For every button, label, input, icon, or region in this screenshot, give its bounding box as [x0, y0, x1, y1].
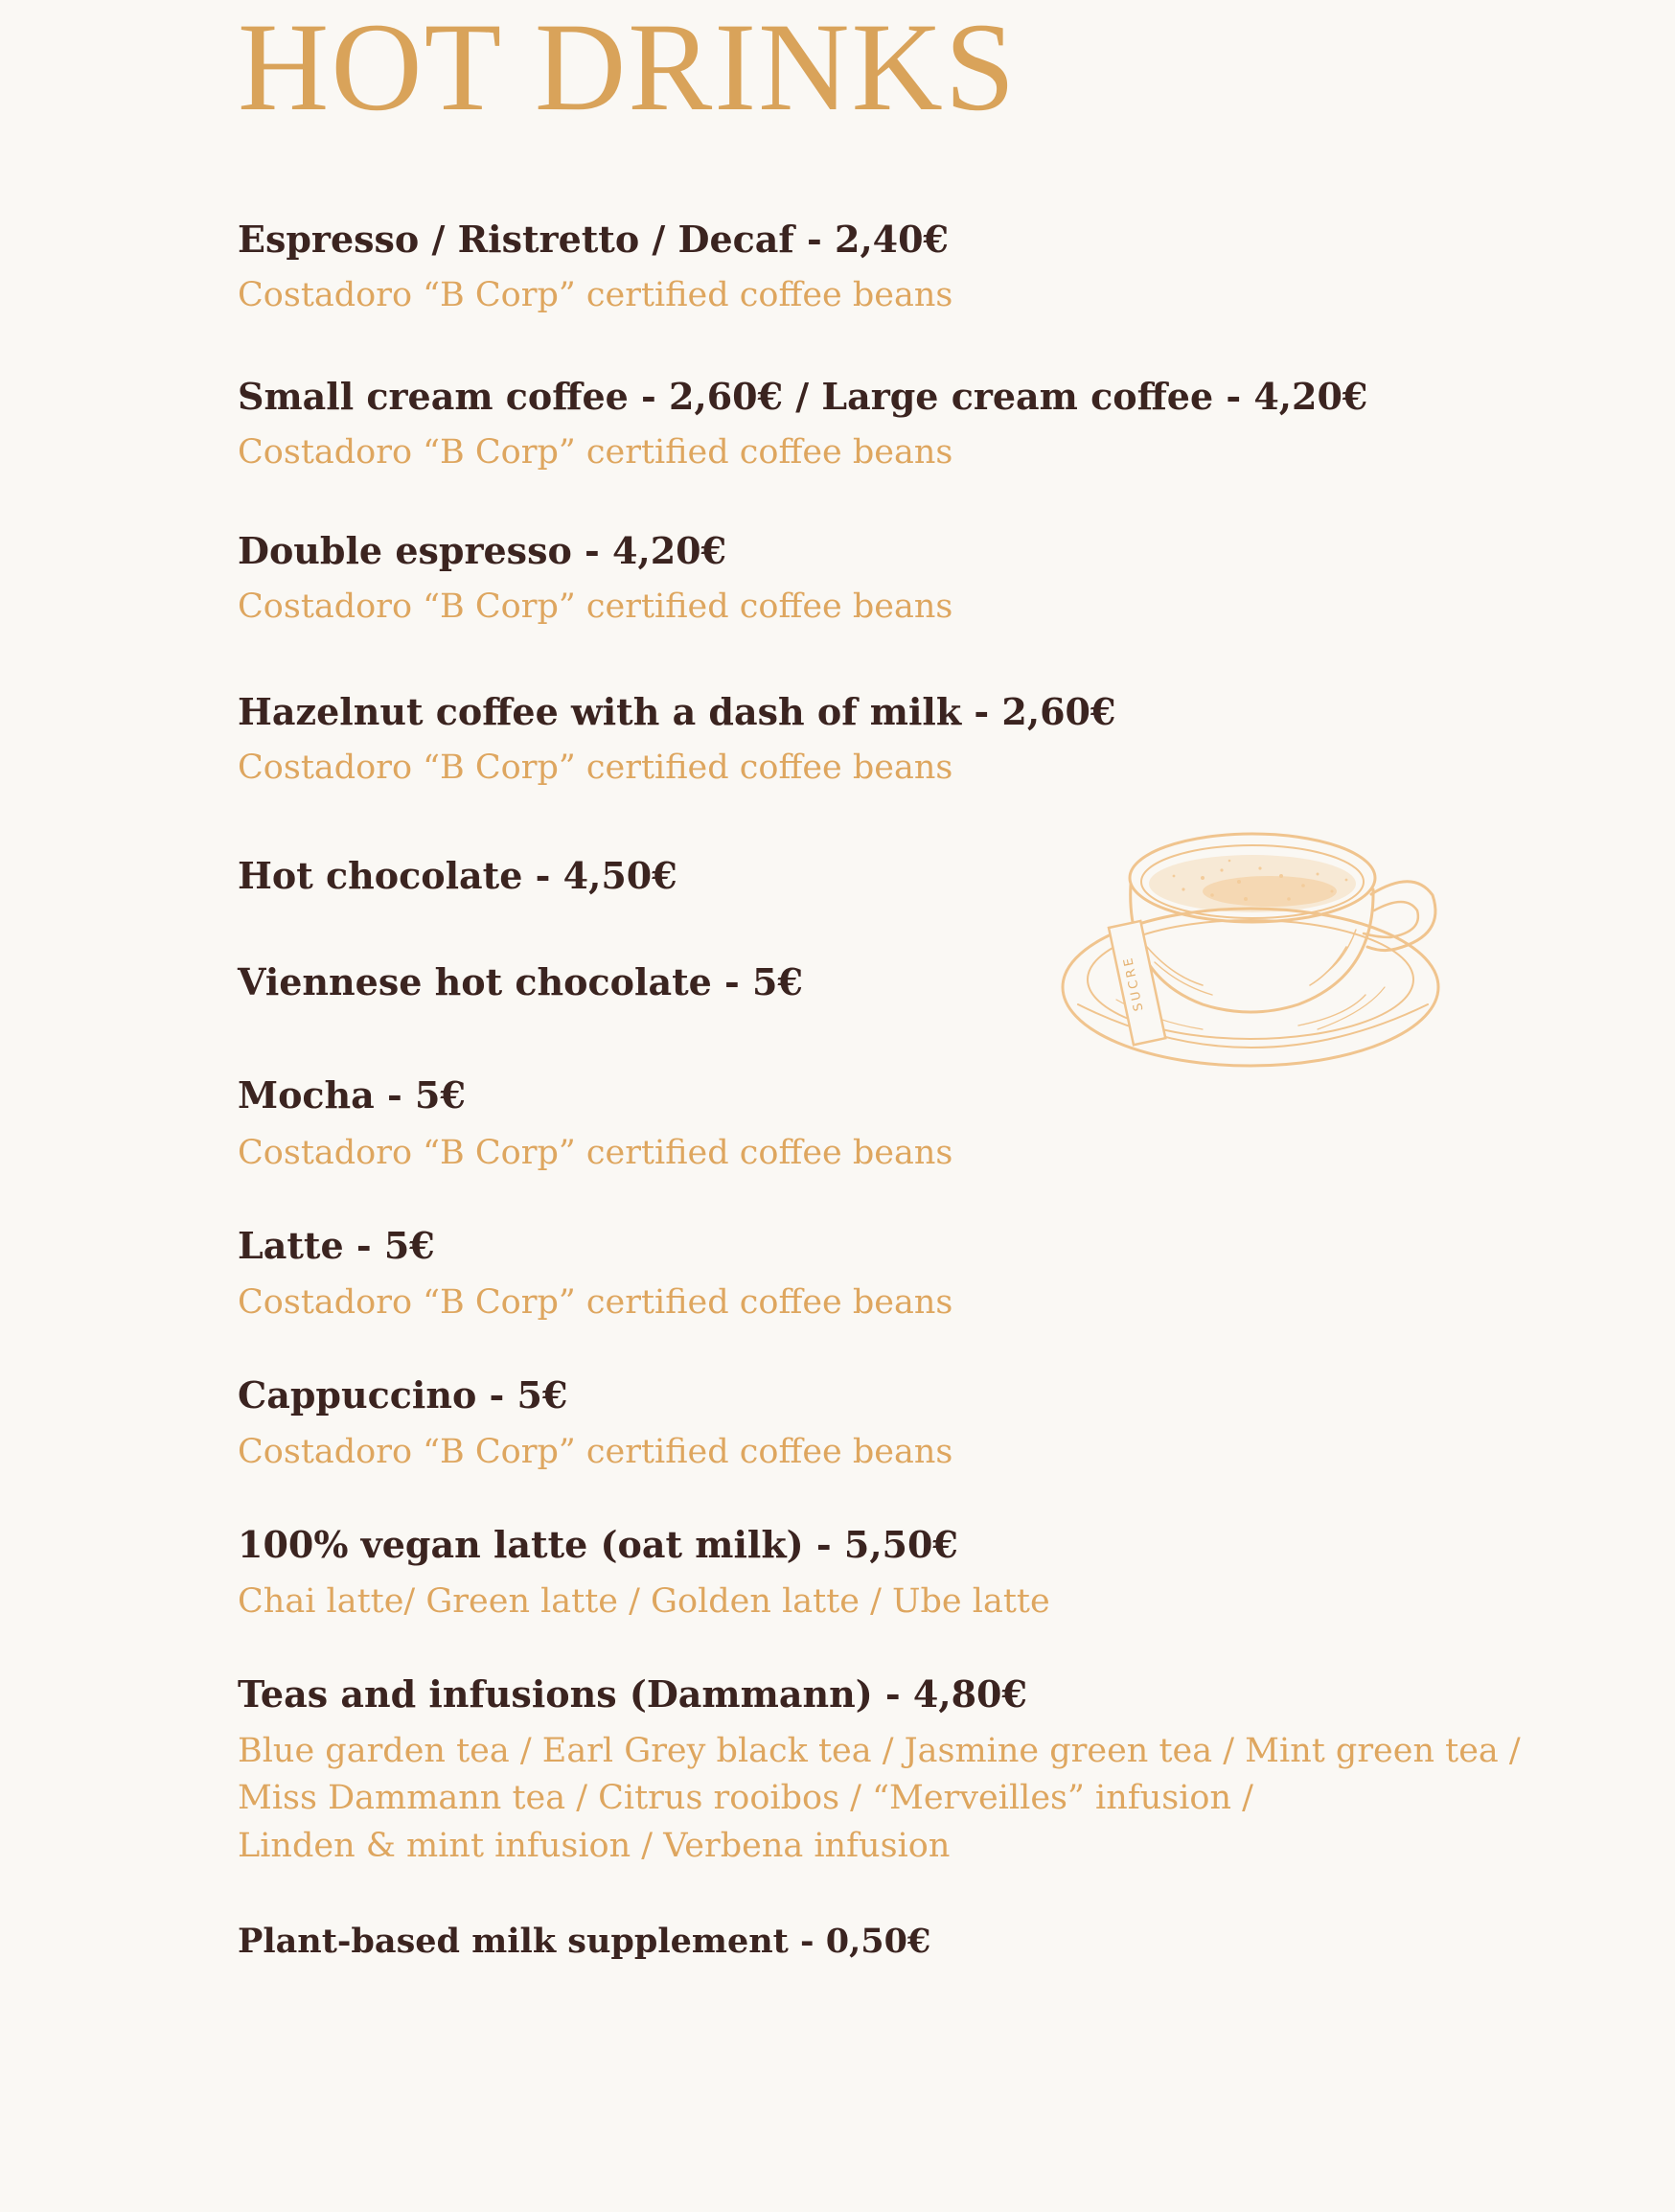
menu-item-description: Costadoro “B Corp” certified coffee beans	[238, 1433, 953, 1471]
menu-item-name: Latte - 5€	[238, 1224, 435, 1267]
menu-item-description: Costadoro “B Corp” certified coffee beans	[238, 749, 953, 787]
menu-item-name: Small cream coffee - 2,60€ / Large cream coffee - 4,20€	[238, 375, 1368, 418]
menu-item-description: Costadoro “B Corp” certified coffee beans	[238, 588, 953, 626]
sugar-label: SUCRE	[1120, 954, 1147, 1013]
coffee-cup-icon	[1059, 803, 1452, 1081]
menu-item-description: Miss Dammann tea / Citrus rooibos / “Merveilles” infusion /	[238, 1779, 1253, 1817]
menu-item-description: Linden & mint infusion / Verbena infusion	[238, 1827, 951, 1865]
menu-item-name: Hot chocolate - 4,50€	[238, 854, 677, 897]
menu-item-description: Chai latte/ Green latte / Golden latte / Ube latte	[238, 1582, 1050, 1621]
menu-item-name: Espresso / Ristretto / Decaf - 2,40€	[238, 218, 950, 261]
menu-item-name: Teas and infusions (Dammann) - 4,80€	[238, 1672, 1027, 1716]
menu-item-name: Viennese hot chocolate - 5€	[238, 960, 803, 1003]
menu-item-description: Costadoro “B Corp” certified coffee beans	[238, 1134, 953, 1172]
menu-item-name: Mocha - 5€	[238, 1073, 466, 1117]
menu-item-description: Costadoro “B Corp” certified coffee beans	[238, 1283, 953, 1322]
menu-item-name: 100% vegan latte (oat milk) - 5,50€	[238, 1523, 958, 1566]
menu-item-name: Double espresso - 4,20€	[238, 529, 727, 572]
menu-item-name: Plant-based milk supplement - 0,50€	[238, 1922, 931, 1961]
menu-item-name: Hazelnut coffee with a dash of milk - 2,60€	[238, 690, 1116, 733]
menu-item-description: Costadoro “B Corp” certified coffee beans	[238, 276, 953, 314]
menu-item-description: Blue garden tea / Earl Grey black tea / Jasmine green tea / Mint green tea /	[238, 1732, 1521, 1770]
menu-item-description: Costadoro “B Corp” certified coffee beans	[238, 433, 953, 472]
menu-item-name: Cappuccino - 5€	[238, 1373, 568, 1417]
page-title: HOT DRINKS	[238, 0, 1018, 137]
